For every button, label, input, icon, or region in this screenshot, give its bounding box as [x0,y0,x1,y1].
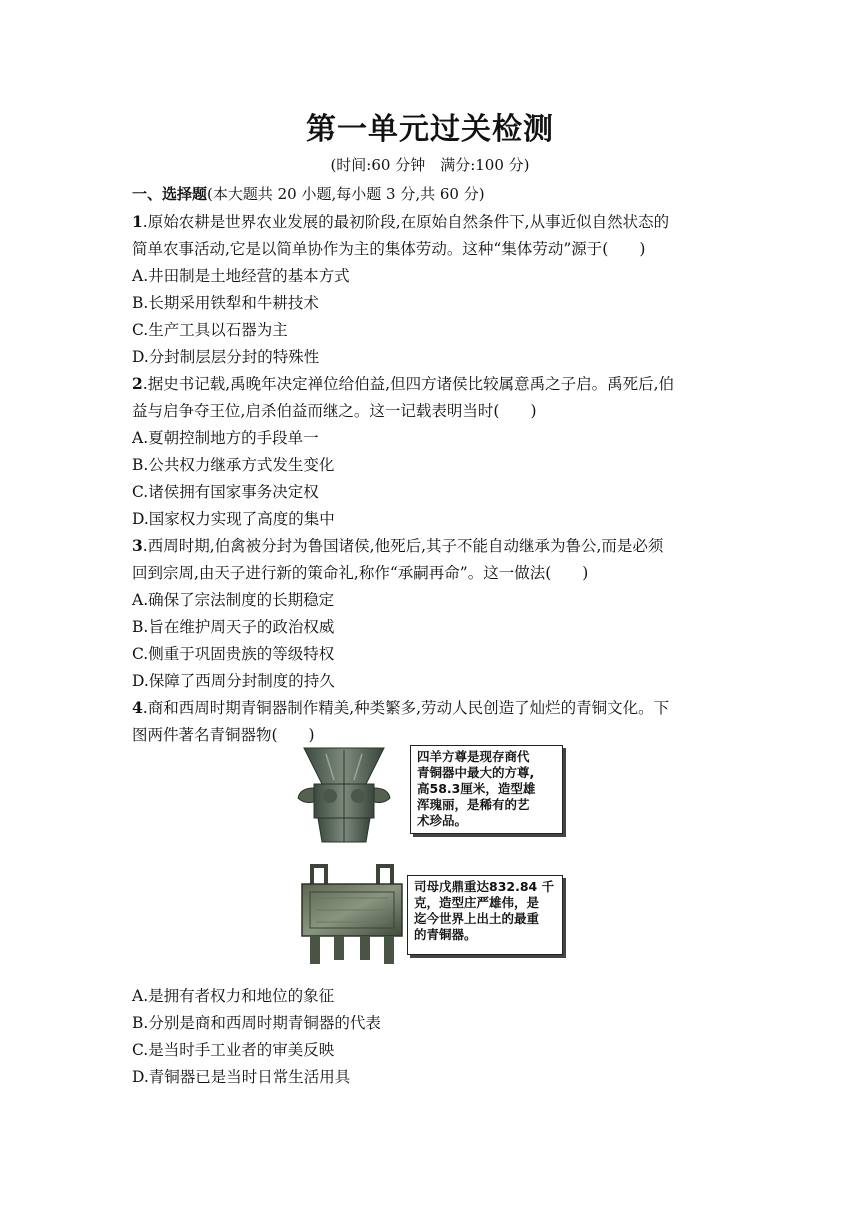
answer-option[interactable]: B.分别是商和西周时期青铜器的代表 [132,1014,381,1032]
question-stem-line: 1.原始农耕是世界农业发展的最初阶段,在原始自然条件下,从事近似自然状态的 [132,212,670,231]
question-stem-line: 2.据史书记载,禹晚年决定禅位给伯益,但四方诸侯比较属意禹之子启。禹死后,伯 [132,374,675,393]
answer-option[interactable]: C.诸侯拥有国家事务决定权 [132,483,319,501]
question-number: 3 [132,536,143,555]
question-number: 1 [132,212,143,231]
answer-option[interactable]: C.是当时手工业者的审美反映 [132,1041,335,1059]
answer-option[interactable]: C.生产工具以石器为主 [132,321,288,339]
answer-option[interactable]: B.长期采用铁犁和牛耕技术 [132,294,319,312]
answer-option[interactable]: B.公共权力继承方式发生变化 [132,456,335,474]
question-number: 4 [132,698,143,717]
answer-option[interactable]: D.分封制层层分封的特殊性 [132,348,320,366]
bronze-vessels-figure [290,744,570,966]
question-stem-line: 回到宗周,由天子进行新的策命礼,称作“承嗣再命”。这一做法( ) [132,564,589,582]
question-number: 2 [132,374,143,393]
question-stem-line: 简单农事活动,它是以简单协作为主的集体劳动。这种“集体劳动”源于( ) [132,240,646,258]
answer-option[interactable]: D.青铜器已是当时日常生活用具 [132,1068,351,1086]
question-stem-line: 图两件著名青铜器物( ) [132,726,315,744]
answer-option[interactable]: A.夏朝控制地方的手段单一 [132,429,319,447]
exam-time-score: (时间:60 分钟 满分:100 分) [330,156,530,174]
simuwu-ding-icon [296,864,408,966]
answer-option[interactable]: D.保障了西周分封制度的持久 [132,672,335,690]
page-title: 第一单元过关检测 [306,112,554,147]
section-title: 一、选择题 [132,185,208,203]
question-stem-line: 4.商和西周时期青铜器制作精美,种类繁多,劳动人民创造了灿烂的青铜文化。下 [132,698,670,717]
question-stem-line: 3.西周时期,伯禽被分封为鲁国诸侯,他死后,其子不能自动继承为鲁公,而是必须 [132,536,664,555]
question-stem-line: 益与启争夺王位,启杀伯益而继之。这一记载表明当时( ) [132,402,537,420]
answer-option[interactable]: B.旨在维护周天子的政治权威 [132,618,335,636]
answer-option[interactable]: D.国家权力实现了高度的集中 [132,510,335,528]
answer-option[interactable]: A.确保了宗法制度的长期稳定 [132,591,335,609]
section-note: (本大题共 20 小题,每小题 3 分,共 60 分) [207,185,485,203]
answer-option[interactable]: A.是拥有者权力和地位的象征 [132,987,335,1005]
zun-description-callout: 四羊方尊是现存商代 青铜器中最大的方尊, 高58.3厘米，造型雄 浑瑰丽，是稀有的艺 术珍品。 [410,745,563,834]
answer-option[interactable]: A.井田制是土地经营的基本方式 [132,267,350,285]
ding-description-callout: 司母戊鼎重达832.84 千 克，造型庄严雄伟，是 迄今世界上出土的最重 的青铜器。 [407,875,563,955]
answer-option[interactable]: C.侧重于巩固贵族的等级特权 [132,645,335,663]
section-heading [132,184,485,204]
four-ram-square-zun-icon [290,744,398,846]
